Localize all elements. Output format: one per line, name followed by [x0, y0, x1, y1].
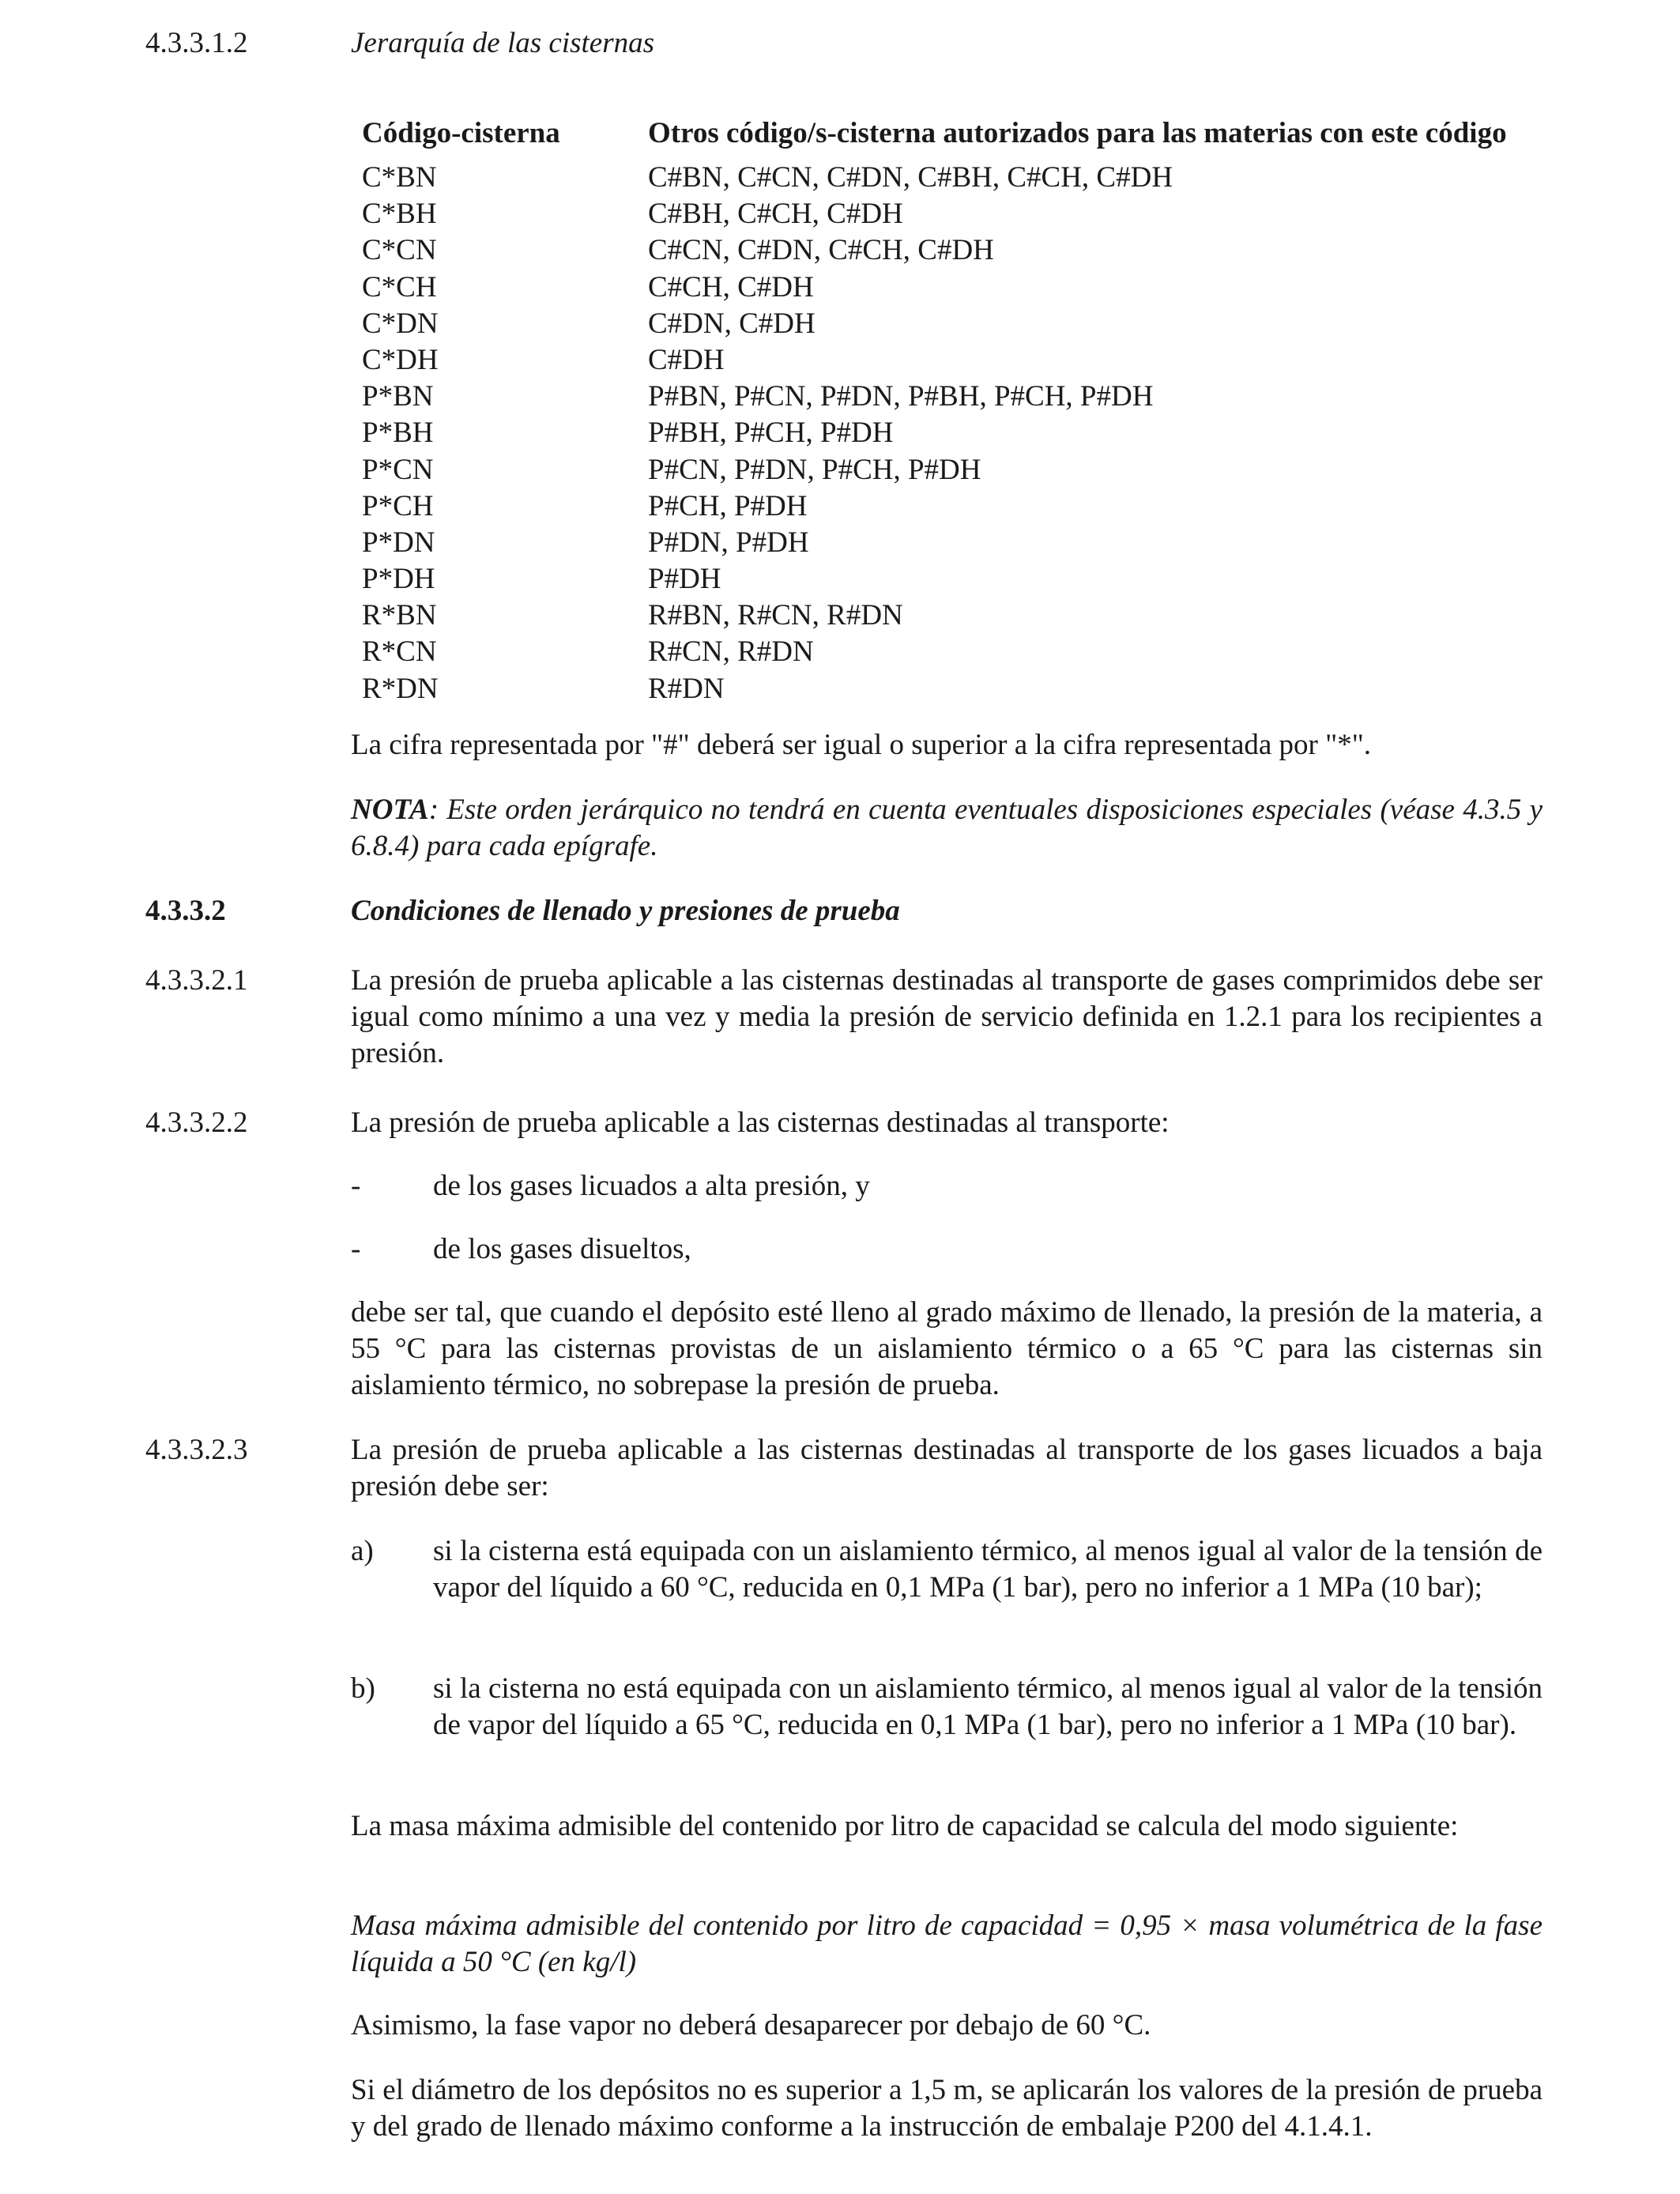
cell-tank-code: P*DH — [362, 563, 435, 596]
cell-authorized-codes: P#CN, P#DN, P#CH, P#DH — [648, 453, 981, 486]
cell-authorized-codes: R#DN — [648, 672, 725, 705]
list-marker: b) — [351, 1672, 375, 1705]
cell-authorized-codes: P#BH, P#CH, P#DH — [648, 417, 894, 450]
section-number-4-3-3-2: 4.3.3.2 — [145, 895, 226, 927]
table-row — [362, 561, 1507, 598]
cell-tank-code: C*BH — [362, 198, 437, 231]
list-item: si la cisterna está equipada con un aislamiento térmico, al menos igual al valor de la tensión de vapor del líquido a 60 °C, reducida en 0,1 MPa (1 bar), pero no inferior a 1 MPa (10 bar); — [433, 1535, 1543, 1604]
table-row — [362, 379, 1507, 415]
formula-paragraph: Masa máxima admisible del contenido por litro de capacidad = 0,95 × masa volumétrica de la fase líquida a 50 °C (en kg/l) — [351, 1909, 1543, 1978]
digit-note: La cifra representada por "#" deberá ser igual o superior a la cifra representada por "*". — [351, 729, 1372, 761]
cell-authorized-codes: C#BN, C#CN, C#DN, C#BH, C#CH, C#DH — [648, 161, 1173, 194]
table-row — [362, 342, 1507, 379]
cell-tank-code: P*CH — [362, 489, 434, 522]
table-row — [362, 270, 1507, 306]
table-header-row — [362, 115, 1507, 160]
nota-label: NOTA — [351, 794, 429, 826]
cell-authorized-codes: P#BN, P#CN, P#DN, P#BH, P#CH, P#DH — [648, 380, 1154, 413]
nota-text: : Este orden jerárquico no tendrá en cuenta eventuales disposiciones especiales (véase 4.3.5 y 6.8.4) para cada epígrafe. — [351, 794, 1543, 862]
list-marker: - — [351, 1233, 361, 1265]
table-row — [362, 306, 1507, 342]
paragraph-vapor: Asimismo, la fase vapor no deberá desaparecer por debajo de 60 °C. — [351, 2009, 1151, 2041]
paragraph-4-3-3-2-2-intro: La presión de prueba aplicable a las cisternas destinadas al transporte: — [351, 1106, 1170, 1139]
paragraph-diameter: Si el diámetro de los depósitos no es superior a 1,5 m, se aplicarán los valores de la presión de prueba y del grado de llenado máximo conforme a la instrucción de embalaje P200 del 4.1.4.1. — [351, 2074, 1543, 2143]
header-codigo-cisterna: Código-cisterna — [362, 117, 560, 149]
cell-tank-code: C*CH — [362, 270, 437, 303]
cell-authorized-codes: C#CN, C#DN, C#CH, C#DH — [648, 234, 994, 267]
cell-authorized-codes: C#DN, C#DH — [648, 307, 816, 340]
paragraph-4-3-3-2-3-intro: La presión de prueba aplicable a las cisternas destinadas al transporte de los gases licuados a baja presión debe ser: — [351, 1434, 1543, 1502]
section-title-condiciones: Condiciones de llenado y presiones de prueba — [351, 895, 900, 927]
list-marker: a) — [351, 1535, 374, 1567]
list-item: de los gases disueltos, — [433, 1233, 691, 1265]
table-row — [362, 452, 1507, 488]
cell-tank-code: P*CN — [362, 453, 434, 486]
cell-authorized-codes: C#DH — [648, 343, 725, 376]
table-row — [362, 232, 1507, 269]
paragraph-4-3-3-2-2-closing: debe ser tal, que cuando el depósito esté lleno al grado máximo de llenado, la presión de la materia, a 55 °C para las cisternas provistas de un aislamiento térmico o a 65 °C para las cisternas sin aislamiento térmico, no sobrepase la presión de prueba. — [351, 1296, 1543, 1401]
list-item: si la cisterna no está equipada con un aislamiento térmico, al menos igual al valor de la tensión de vapor del líquido a 65 °C, reducida en 0,1 MPa (1 bar), pero no inferior a 1 MPa (10 bar). — [433, 1672, 1543, 1741]
tank-hierarchy-table — [362, 115, 1507, 707]
section-number-4-3-3-2-1: 4.3.3.2.1 — [145, 964, 248, 997]
cell-tank-code: P*BH — [362, 417, 434, 450]
cell-authorized-codes: P#DN, P#DH — [648, 526, 809, 559]
cell-authorized-codes: C#CH, C#DH — [648, 270, 814, 303]
cell-authorized-codes: R#CN, R#DN — [648, 635, 814, 669]
table-row — [362, 415, 1507, 451]
cell-authorized-codes: R#BN, R#CN, R#DN — [648, 599, 903, 632]
table-row — [362, 488, 1507, 525]
section-number-4-3-3-2-2: 4.3.3.2.2 — [145, 1106, 248, 1139]
table-row — [362, 634, 1507, 670]
section-title-jerarquia: Jerarquía de las cisternas — [351, 27, 655, 59]
cell-tank-code: P*BN — [362, 380, 434, 413]
paragraph-4-3-3-2-1: La presión de prueba aplicable a las cisternas destinadas al transporte de gases comprimidos debe ser igual como mínimo a una vez y media la presión de servicio definida en 1.2.1 para los recipientes a presión. — [351, 964, 1543, 1069]
nota-paragraph — [351, 792, 1543, 865]
list-item: de los gases licuados a alta presión, y — [433, 1170, 870, 1202]
table-row — [362, 598, 1507, 634]
list-marker: - — [351, 1170, 361, 1202]
table-body — [362, 160, 1507, 707]
cell-tank-code: P*DN — [362, 526, 435, 559]
table-row — [362, 525, 1507, 561]
section-number-4-3-3-2-3: 4.3.3.2.3 — [145, 1434, 248, 1466]
section-number-4-3-3-1-2: 4.3.3.1.2 — [145, 27, 248, 59]
cell-tank-code: C*DN — [362, 307, 439, 340]
cell-authorized-codes: P#DH — [648, 563, 721, 596]
paragraph-mass: La masa máxima admisible del contenido por litro de capacidad se calcula del modo siguiente: — [351, 1810, 1459, 1842]
cell-tank-code: R*DN — [362, 672, 439, 705]
cell-authorized-codes: C#BH, C#CH, C#DH — [648, 198, 903, 231]
cell-tank-code: C*DH — [362, 343, 439, 376]
cell-authorized-codes: P#CH, P#DH — [648, 489, 808, 522]
table-row — [362, 160, 1507, 196]
table-row — [362, 671, 1507, 707]
cell-tank-code: C*CN — [362, 234, 437, 267]
cell-tank-code: R*CN — [362, 635, 437, 669]
cell-tank-code: R*BN — [362, 599, 437, 632]
table-row — [362, 196, 1507, 232]
cell-tank-code: C*BN — [362, 161, 437, 194]
header-otros-codigos: Otros código/s-cisterna autorizados para las materias con este código — [648, 117, 1507, 149]
